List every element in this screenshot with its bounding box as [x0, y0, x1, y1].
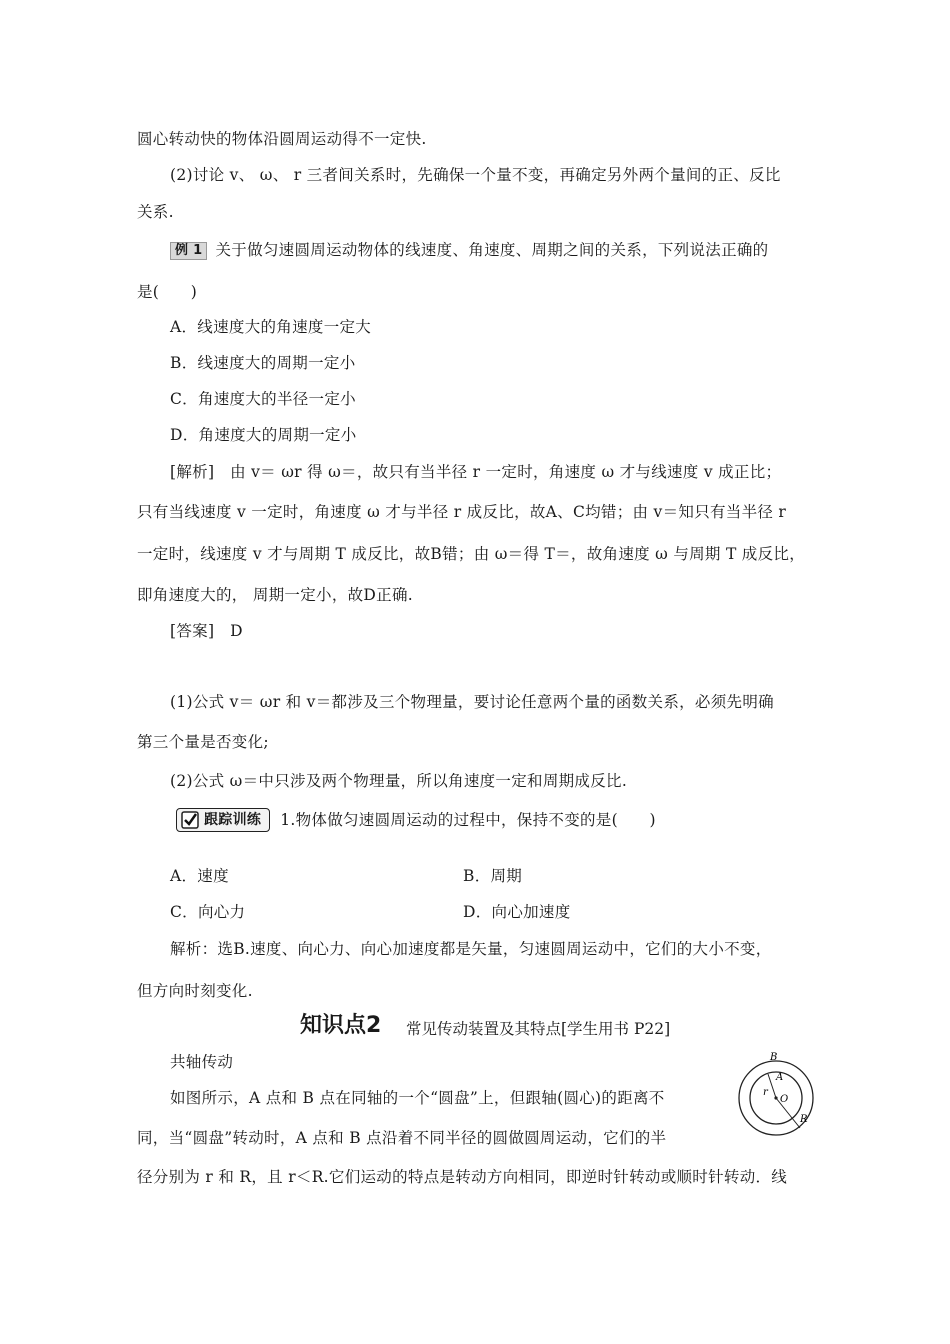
note-line: 第三个量是否变化;	[137, 733, 269, 751]
radius-r	[768, 1074, 776, 1098]
note-line: (1)公式 v＝ ωr 和 v＝都涉及三个物理量，要讨论任意两个量的函数关系，必须先明确	[170, 693, 774, 711]
option-c: C．向心力	[170, 903, 246, 921]
checkmark-icon	[181, 811, 199, 829]
subheading: 共轴传动	[170, 1053, 234, 1071]
option-a: A．速度	[170, 867, 229, 885]
track-question-text: 1.物体做匀速圆周运动的过程中，保持不变的是( )	[280, 811, 656, 829]
solution-line: 但方向时刻变化.	[137, 982, 253, 1000]
option-b: B．周期	[463, 867, 523, 885]
analysis-line: 即角速度大的， 周期一定小，故D正确.	[137, 586, 413, 604]
label-R: R	[800, 1114, 808, 1125]
content-line: 同，当“圆盘”转动时，A 点和 B 点沿着不同半径的圆做圆周运动，它们的半	[137, 1129, 667, 1147]
solution-line: 解析：选B.速度、向心力、向心加速度都是矢量，匀速圆周运动中，它们的大小不变，	[170, 940, 772, 958]
center-point	[774, 1096, 777, 1099]
label-A: A	[776, 1072, 784, 1083]
analysis-line: [解析] 由 v＝ ωr 得 ω＝，故只有当半径 r 一定时，角速度 ω 才与线速度 v 成正比；	[170, 463, 782, 481]
analysis-line: 一定时，线速度 v 才与周期 T 成反比，故B错；由 ω＝得 T＝，故角速度 ω 与周期 T 成反比，	[137, 545, 806, 563]
coaxial-disc-diagram	[732, 1050, 822, 1140]
content-line: 径分别为 r 和 R，且 r＜R.它们运动的特点是转动方向相同，即逆时针转动或顺时针转动．线	[137, 1168, 788, 1186]
option-c: C．角速度大的半径一定小	[170, 390, 356, 408]
option-d: D．向心加速度	[463, 903, 571, 921]
analysis-line: 只有当线速度 v 一定时，角速度 ω 才与半径 r 成反比，故A、C均错；由 v＝知只有当半径 r	[137, 503, 787, 521]
label-O: O	[780, 1094, 789, 1105]
content-line: 如图所示，A 点和 B 点在同轴的一个“圆盘”上，但跟轴(圆心)的距离不	[170, 1089, 665, 1107]
label-r: r	[763, 1087, 768, 1098]
option-a: A．线速度大的角速度一定大	[170, 318, 372, 336]
text-line: 关系.	[137, 203, 174, 221]
knowledge-point-heading: 知识点2	[300, 1013, 382, 1038]
track-training-label: 跟踪训练	[204, 812, 262, 828]
example-text: 关于做匀速圆周运动物体的线速度、角速度、周期之间的关系，下列说法正确的	[215, 241, 769, 259]
note-line: (2)公式 ω＝中只涉及两个物理量，所以角速度一定和周期成反比.	[170, 772, 628, 790]
text-line: 是( )	[137, 283, 198, 301]
knowledge-point-title: 常见传动装置及其特点[学生用书 P22]	[406, 1020, 671, 1038]
text-line: (2)讨论 v、 ω、 r 三者间关系时，先确保一个量不变，再确定另外两个量间的正、反比	[170, 166, 781, 184]
option-b: B．线速度大的周期一定小	[170, 354, 356, 372]
track-training-badge	[176, 808, 270, 832]
example-badge: 例 1	[170, 242, 207, 260]
option-d: D．角速度大的周期一定小	[170, 426, 357, 444]
answer-line: [答案] D	[170, 622, 243, 640]
label-B: B	[770, 1052, 778, 1063]
text-line: 圆心转动快的物体沿圆周运动得不一定快.	[137, 130, 427, 148]
track-question	[176, 808, 656, 832]
example-question	[170, 239, 769, 261]
